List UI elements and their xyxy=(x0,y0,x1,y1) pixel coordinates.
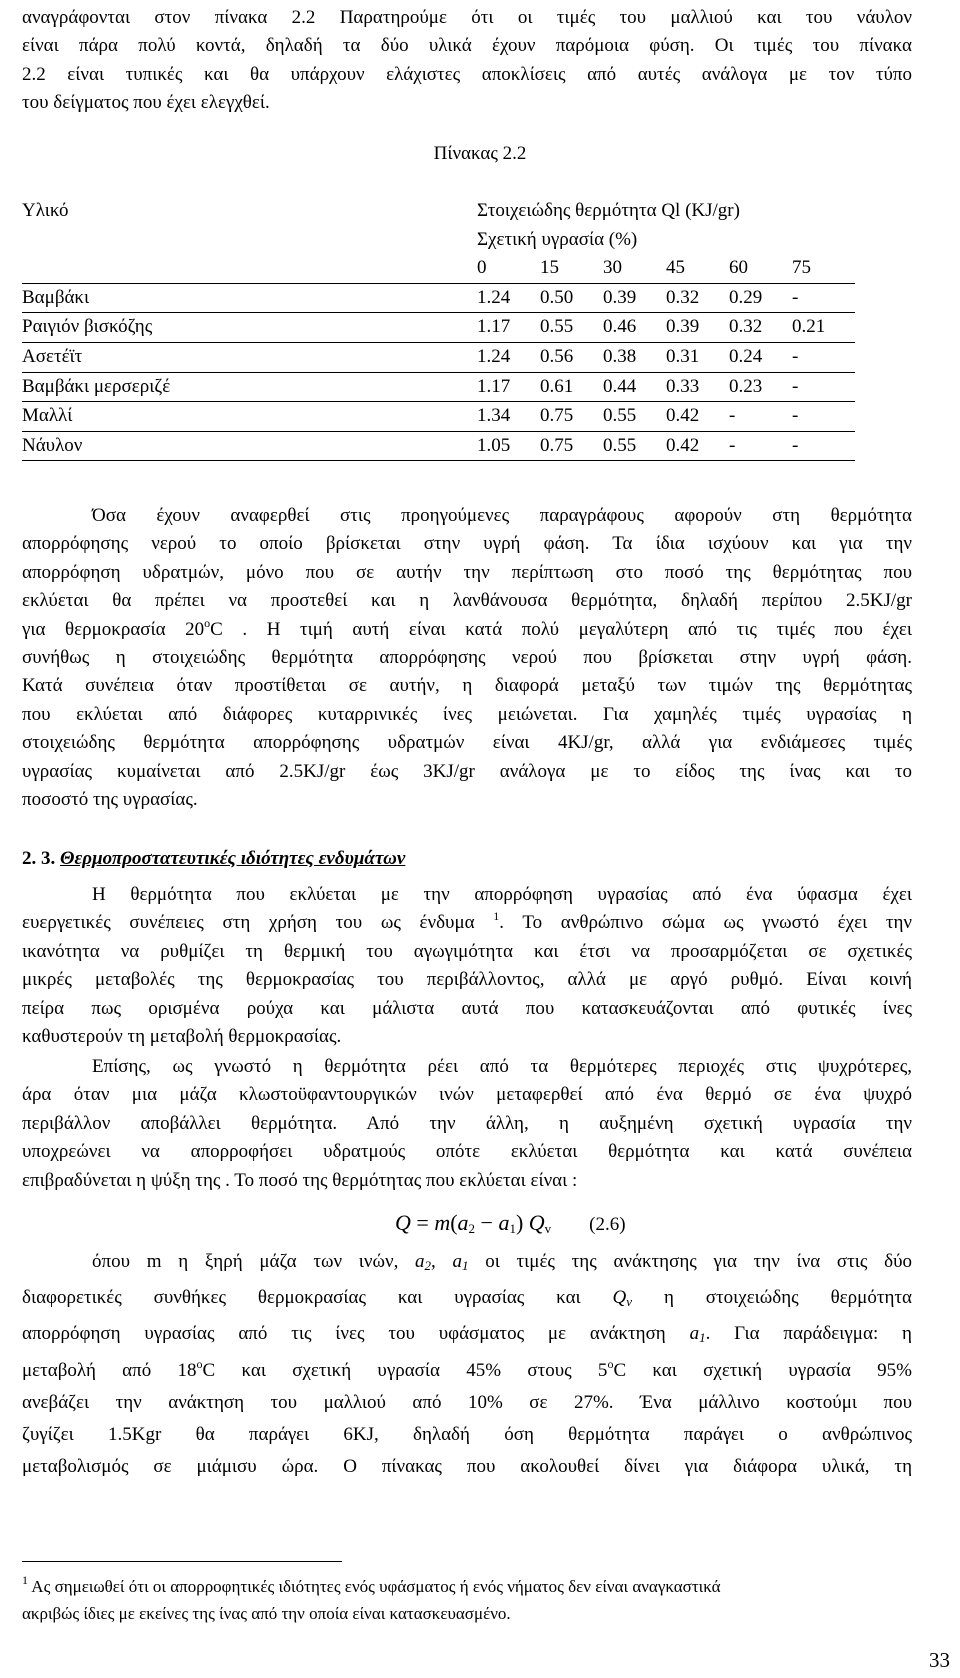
text-line: στοιχειώδης θερμότητα απορρόφησης υδρατμών είναι 4KJ/gr, αλλά για ενδιάμεσες τιμές xyxy=(22,732,912,754)
value-cell: 0.55 xyxy=(540,313,603,343)
value-cell: 0.50 xyxy=(540,283,603,313)
text-line: άρα όταν μια μάζα κλωστοϋφαντουργικών ινών μεταφερθεί από ένα θερμό σε ένα ψυχρό xyxy=(22,1084,912,1106)
value-cell: 0.29 xyxy=(729,283,792,313)
value-cell: 0.42 xyxy=(666,431,729,461)
paragraph-thermal-benefit xyxy=(22,881,912,1051)
equation-2-6: $Q = m(a_2 - a_1)$ $Q_v$ (2.6) xyxy=(395,1210,626,1236)
text-line: πείρα πως ορισμένα ρούχα και μάλιστα αυτά που κατασκευάζονται από φυτικές ίνες xyxy=(22,997,912,1019)
table-header-row xyxy=(22,197,855,226)
text-line: ανεβάζει την ανάκτηση του μαλλιού από 10% σε 27%. Ένα μάλλινο κοστούμι που xyxy=(22,1391,912,1413)
table-caption: Πίνακας 2.2 xyxy=(433,143,527,164)
value-cell: 1.17 xyxy=(477,372,540,402)
value-cell: - xyxy=(792,283,855,313)
table-row xyxy=(22,283,855,313)
text-line: μεταβολισμός σε μιάμισυ ώρα. Ο πίνακας που ακολουθεί δίνει για διάφορα υλικά, τη xyxy=(22,1456,912,1478)
text-line: ευεργετικές συνέπειες στη χρήση του ως ένδυμα $^1$. Το ανθρώπινο σώμα ως γνωστό έχει την xyxy=(22,909,913,934)
footnote-mark: 1 xyxy=(22,1573,28,1587)
value-cell: 0.42 xyxy=(666,402,729,432)
material-cell: Ασετέϊτ xyxy=(22,342,477,372)
text-line: μεταβολή από 18$^o$C και σχετική υγρασία 45% στους 5$^o$C και σχετική υγρασία 95% xyxy=(22,1356,912,1381)
paragraph-definitions xyxy=(22,1246,912,1483)
humidity-level: 15 xyxy=(540,254,603,283)
text-line: Κατά συνέπεια όταν προστίθεται σε αυτήν, η διαφορά μεταξύ των τιμών της θερμότητας xyxy=(22,675,912,697)
text-line: υγρασίας κυμαίνεται από 2.5KJ/gr έως 3KJ/gr ανάλογα με το είδος της ίνας και το xyxy=(22,760,912,782)
text-line: αναγράφονται στον πίνακα 2.2 Παρατηρούμε ότι οι τιμές του μαλλιού και του νάυλον xyxy=(22,7,912,28)
text-line: ζυγίζει 1.5Kgr θα παράγει 6KJ, δηλαδή όση θερμότητα παράγει ο ανθρώπινος xyxy=(22,1424,912,1446)
text-line: για θερμοκρασία 20$^o$C . Η τιμή αυτή είναι κατά πολύ μεγαλύτερη από τις τιμές που έχει xyxy=(22,615,912,640)
equation-label: (2.6) xyxy=(589,1214,626,1235)
text-line: επιβραδύνεται η ψύξη της . Το ποσό της θερμότητας που εκλύεται είναι : xyxy=(22,1169,578,1191)
text-line: καθυστερούν τη μεταβολή θερμοκρασίας. xyxy=(22,1026,342,1048)
material-cell: Μαλλί xyxy=(22,402,477,432)
text-line: απορρόφηση υδρατμών, μόνο που σε αυτήν την περίπτωση στο ποσό της θερμότητας που xyxy=(22,561,912,583)
value-cell: 0.39 xyxy=(666,313,729,343)
value-cell: 0.61 xyxy=(540,372,603,402)
humidity-level: 45 xyxy=(666,254,729,283)
table-row xyxy=(22,372,855,402)
footnote-line: ακριβώς ίδιες με εκείνες της ίνας από την οποία είναι κατασκευασμένο. xyxy=(22,1604,511,1623)
table-row xyxy=(22,402,855,432)
intro-paragraph xyxy=(22,4,912,118)
value-cell: - xyxy=(729,402,792,432)
value-cell: - xyxy=(792,431,855,461)
value-cell: 1.17 xyxy=(477,313,540,343)
value-cell: 0.31 xyxy=(666,342,729,372)
footnote-line: $^1$ Ας σημειωθεί ότι οι απορροφητικές ιδιότητες ενός υφάσματος ή ενός νήματος δεν είναι αναγκαστικά xyxy=(22,1573,721,1596)
material-cell: Νάυλον xyxy=(22,431,477,461)
text-line: είναι πάρα πολύ κοντά, δηλαδή τα δύο υλικά έχουν παρόμοια φύση. Οι τιμές του πίνακα xyxy=(22,35,912,57)
value-cell: 0.46 xyxy=(603,313,666,343)
humidity-level: 75 xyxy=(792,254,855,283)
text-line: ποσοστό της υγρασίας. xyxy=(22,789,198,811)
footnote-divider xyxy=(22,1561,342,1562)
text-line: Η θερμότητα που εκλύεται με την απορρόφηση υγρασίας από ένα ύφασμα έχει xyxy=(92,884,912,905)
material-column-header: Υλικό xyxy=(22,200,69,221)
text-line: συνήθως η στοιχειώδης θερμότητα απορρόφησης νερού που βρίσκεται στην υγρή φάση. xyxy=(22,647,912,669)
humidity-level: 30 xyxy=(603,254,666,283)
text-line: εκλύεται θα πρέπει να προστεθεί και η λανθάνουσα θερμότητα, δηλαδή περίπου 2.5KJ/gr xyxy=(22,590,912,612)
humidity-level: 60 xyxy=(729,254,792,283)
table-row xyxy=(22,313,855,343)
table-header-row xyxy=(22,226,855,255)
heat-table xyxy=(22,197,855,461)
table-row xyxy=(22,342,855,372)
value-cell: 0.23 xyxy=(729,372,792,402)
value-cell: 0.56 xyxy=(540,342,603,372)
text-line: μικρές μεταβολές της θερμοκρασίας του περιβάλλοντος, αλλά με αργό ρυθμό. Είναι κοινή xyxy=(22,969,912,991)
humidity-level: 0 xyxy=(477,254,540,283)
table-row xyxy=(22,431,855,461)
text-line: όπου m η ξηρή μάζα των ινών, $a_2$, $a_1$ οι τιμές της ανάκτησης για την ίνα στις δύο xyxy=(92,1251,912,1273)
heat-column-header: Στοιχειώδης θερμότητα Ql (KJ/gr) xyxy=(477,200,740,221)
footnote-reference: 1 xyxy=(493,909,500,924)
value-cell: - xyxy=(729,431,792,461)
value-cell: 0.75 xyxy=(540,402,603,432)
value-cell: 0.21 xyxy=(792,313,855,343)
footnote xyxy=(22,1573,912,1627)
section-heading xyxy=(22,845,405,873)
section-title: Θερμοπροστατευτικές ιδιότητες ενδυμάτων xyxy=(60,848,406,869)
value-cell: 0.44 xyxy=(603,372,666,402)
page-number: 33 xyxy=(929,1648,950,1672)
value-cell: 1.34 xyxy=(477,402,540,432)
humidity-levels-row xyxy=(22,254,855,283)
section-number: 2. 3. xyxy=(22,848,60,869)
value-cell: 1.24 xyxy=(477,283,540,313)
text-line: περιβάλλον αποβάλλει θερμότητα. Από την άλλη, η αυξημένη σχετική υγρασία την xyxy=(22,1112,912,1134)
value-cell: 0.55 xyxy=(603,402,666,432)
value-cell: 0.55 xyxy=(603,431,666,461)
text-line: Όσα έχουν αναφερθεί στις προηγούμενες παραγράφους αφορούν στη θερμότητα xyxy=(92,505,912,526)
material-cell: Ραιγιόν βισκόζης xyxy=(22,313,477,343)
text-line: διαφορετικές συνθήκες θερμοκρασίας και υγρασίας και $Q_v$ η στοιχειώδης θερμότητα xyxy=(22,1287,912,1310)
paragraph-heat-flow xyxy=(22,1053,912,1195)
value-cell: 0.75 xyxy=(540,431,603,461)
value-cell: 0.24 xyxy=(729,342,792,372)
value-cell: - xyxy=(792,372,855,402)
value-cell: 1.24 xyxy=(477,342,540,372)
humidity-column-header: Σχετική υγρασία (%) xyxy=(477,228,638,250)
value-cell: - xyxy=(792,342,855,372)
value-cell: 0.39 xyxy=(603,283,666,313)
value-cell: 0.32 xyxy=(666,283,729,313)
text-line: Επίσης, ως γνωστό η θερμότητα ρέει από τα θερμότερες περιοχές στις ψυχρότερες, xyxy=(92,1056,912,1077)
value-cell: 1.05 xyxy=(477,431,540,461)
value-cell: 0.33 xyxy=(666,372,729,402)
value-cell: 0.32 xyxy=(729,313,792,343)
material-cell: Βαμβάκι μερσεριζέ xyxy=(22,372,477,402)
text-line: ικανότητα να ρυθμίζει τη θερμική του αγωγιμότητα και έτσι να προσαρμόζεται σε σχετικές xyxy=(22,940,912,962)
text-line: 2.2 είναι τυπικές και θα υπάρχουν ελάχιστες αποκλίσεις από αυτές ανάλογα με τον τύπο xyxy=(22,63,912,85)
text-line: απορρόφησης νερού το οποίο βρίσκεται στην υγρή φάση. Τα ίδια ισχύουν και για την xyxy=(22,533,912,555)
paragraph-latent-heat xyxy=(22,502,912,814)
text-line: του δείγματος που έχει ελεγχθεί. xyxy=(22,92,270,114)
text-line: υποχρεώνει να απορροφήσει υδρατμούς οπότε εκλύεται θερμότητα και κατά συνέπεια xyxy=(22,1141,912,1163)
value-cell: 0.38 xyxy=(603,342,666,372)
material-cell: Βαμβάκι xyxy=(22,283,477,313)
text-line: απορρόφηση υγρασίας από τις ίνες του υφάσματος με ανάκτηση $a_1$. Για παράδειγμα: η xyxy=(22,1323,912,1346)
value-cell: - xyxy=(792,402,855,432)
text-line: που εκλύεται από διάφορες κυταρρινικές ίνες μειώνεται. Για χαμηλές τιμές υγρασίας η xyxy=(22,703,912,725)
